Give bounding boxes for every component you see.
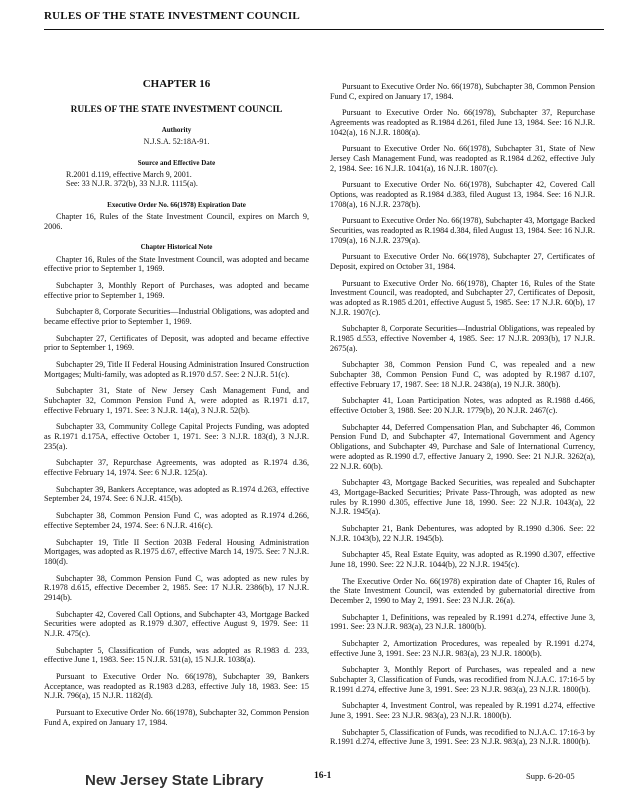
supplement-date: Supp. 6-20-05 [526, 771, 575, 781]
history-heading: Chapter Historical Note [140, 243, 213, 252]
page-number: 16-1 [314, 771, 332, 781]
history-paragraph: Pursuant to Executive Order No. 66(1978), Subchapter 27, Certificates of Deposit, expired on October 31, 1984. [330, 252, 595, 272]
history-paragraph: Subchapter 44, Deferred Compensation Plan, and Subchapter 46, Common Pension Fund D, and Subchapter 47, International Government and Agency Obligations, and Subchapter 49, Purchase and Sale of International Currency, were adopted as R.1990 d.7, effective January 2, 1990. See: 21 N.J.R. 3262(a), 22 N.J.R. 60(b). [330, 422, 595, 471]
history-paragraph: The Executive Order No. 66(1978) expiration date of Chapter 16, Rules of the State Investment Council, was extended by gubernatorial directive from December 2, 1990 to May 2, 1991. See: 23 N.J.R. 26(a). [330, 576, 595, 605]
exec-order-heading: Executive Order No. 66(1978) Expiration Date [107, 200, 246, 209]
history-paragraph: Subchapter 4, Investment Control, was repealed by R.1991 d.274, effective June 3, 1991. See: 23 N.J.R. 983(a), 23 N.J.R. 1800(b). [330, 701, 595, 720]
history-paragraph: Subchapter 3, Monthly Report of Purchases, was adopted and became effective prior to September 1, 1969. [44, 281, 309, 300]
left-column [44, 78, 309, 734]
history-paragraph: Subchapter 38, Common Pension Fund C, was adopted as new rules by R.1978 d.615, effective December 2, 1985. See: 17 N.J.R. 2386(b), 17 N.J.R. 2914(b). [44, 573, 309, 602]
history-paragraph: Subchapter 21, Bank Debentures, was adopted by R.1990 d.306. See: 22 N.J.R. 1043(b), 22 N.J.R. 1945(b). [330, 523, 595, 543]
chapter-number: CHAPTER 16 [142, 78, 211, 90]
history-paragraph: Subchapter 31, State of New Jersey Cash Management Fund, and Subchapter 32, Common Pension Fund A, were adopted as R.1971 d.17, effective February 1, 1971. See: 3 N.J.R. 14(a), 3 N.J.R. 52(b). [44, 386, 309, 415]
running-header: RULES OF THE STATE INVESTMENT COUNCIL [44, 10, 300, 22]
library-watermark: New Jersey State Library [85, 772, 264, 789]
history-paragraph: Pursuant to Executive Order No. 66(1978), Chapter 16, Rules of the State Investment Council, was readopted, and Subchapter 27, Certificates of Deposit, was adopted as R.1985 d.201, effective August 5, 1985. See: 17 N.J.R. 60(b), 17 N.J.R. 1907(c). [330, 278, 595, 317]
history-paragraph: Pursuant to Executive Order No. 66(1978), Subchapter 42, Covered Call Options, was readopted as R.1984 d.383, filed August 13, 1984. See: 16 N.J.R. 1708(a), 16 N.J.R. 2378(b). [330, 180, 595, 209]
history-paragraph: Subchapter 43, Mortgage Backed Securities, was repealed and Subchapter 43, Mortgage-Backed Securities; Private Pass-Through, was adopted as new rules by R.1990 d.305, effective June 18, 1990. See: 22 N.J.R. 1043(a), 22 N.J.R. 1945(a). [330, 478, 595, 517]
history-paragraph: Pursuant to Executive Order No. 66(1978), Subchapter 38, Common Pension Fund C, expired on January 17, 1984. [330, 82, 595, 101]
history-paragraph: Subchapter 8, Corporate Securities—Industrial Obligations, was adopted and became effective prior to September 1, 1969. [44, 307, 309, 327]
history-paragraph: Subchapter 38, Common Pension Fund C, was repealed and a new Subchapter 38, Common Pension Fund C, was adopted by R.1987 d.107, effective February 17, 1987. See: 18 N.J.R. 2438(a), 19 N.J.R. 380(b). [330, 360, 595, 389]
history-paragraph: Pursuant to Executive Order No. 66(1978), Subchapter 37, Repurchase Agreements was readopted as R.1984 d.261, filed June 13, 1984. See: 16 N.J.R. 1042(a), 16 N.J.R. 1808(a). [330, 108, 595, 137]
history-paragraph: Pursuant to Executive Order No. 66(1978), Subchapter 31, State of New Jersey Cash Management Fund, was readopted as R.1984 d.262, effective July 2, 1984. See: 16 N.J.R. 1041(a), 16 N.J.R. 1807(c). [330, 144, 595, 173]
history-paragraph: Subchapter 1, Definitions, was repealed by R.1991 d.274, effective June 3, 1991. See: 23 N.J.R. 983(a), 23 N.J.R. 1800(b). [330, 612, 595, 632]
history-paragraph: Subchapter 37, Repurchase Agreements, was adopted as R.1974 d.36, effective February 14, 1974. See: 6 N.J.R. 125(a). [44, 458, 309, 478]
history-paragraph: Subchapter 45, Real Estate Equity, was adopted as R.1990 d.307, effective June 18, 1990. See: 22 N.J.R. 1044(b), 22 N.J.R. 1945(c). [330, 550, 595, 569]
history-paragraph: Subchapter 3, Monthly Report of Purchases, was repealed and a new Subchapter 3, Classification of Funds, was recodified from N.J.A.C. 17:16-5 by R.1991 d.274, effective June 3, 1991. See: 23 N.J.R. 983(a), 23 N.J.R. 1800(b). [330, 665, 595, 694]
history-paragraph: Subchapter 41, Loan Participation Notes, was adopted as R.1988 d.466, effective October 3, 1988. See: 20 N.J.R. 1779(b), 20 N.J.R. 2467(c). [330, 396, 595, 416]
right-column [330, 82, 595, 754]
history-paragraph: Subchapter 29, Title II Federal Housing Administration Insured Construction Mortgages; Multi-family, was adopted as R.1970 d.57. See: 2 N.J.R. 51(c). [44, 360, 309, 379]
history-paragraph: Chapter 16, Rules of the State Investment Council, was adopted and became effective prior to September 1, 1969. [44, 254, 309, 274]
header-rule [44, 29, 604, 30]
history-paragraph: Pursuant to Executive Order No. 66(1978), Subchapter 39, Bankers Acceptance, was readopted as R.1983 d.283, effective July 18, 1983. See: 15 N.J.R. 796(a), 15 N.J.R. 1182(d). [44, 671, 309, 701]
history-paragraph: Subchapter 27, Certificates of Deposit, was adopted and became effective prior to September 1, 1969. [44, 333, 309, 353]
history-paragraph: Pursuant to Executive Order No. 66(1978), Subchapter 43, Mortgage Backed Securities, was readopted as R.1984 d.384, filed August 13, 1984. See: 16 N.J.R. 1709(a), 16 N.J.R. 2379(a). [330, 216, 595, 245]
history-paragraph: Subchapter 38, Common Pension Fund C, was adopted as R.1974 d.266, effective September 24, 1974. See: 6 N.J.R. 416(c). [44, 511, 309, 530]
history-paragraph: Subchapter 5, Classification of Funds, was recodified to N.J.A.C. 17:16-3 by R.1991 d.274, effective June 3, 1991. See: 23 N.J.R. 983(a), 23 N.J.R. 1800(b). [330, 727, 595, 747]
history-paragraph: Subchapter 39, Bankers Acceptance, was adopted as R.1974 d.263, effective September 24, 1974. See: 6 N.J.R. 415(b). [44, 484, 309, 504]
source-line: R.2001 d.119, effective March 9, 2001. [66, 170, 192, 179]
source-line: See: 33 N.J.R. 372(b), 33 N.J.R. 1115(a). [66, 179, 198, 189]
exec-order-text: Chapter 16, Rules of the State Investment Council, expires on March 9, 2006. [44, 212, 309, 231]
history-paragraph: Subchapter 19, Title II Section 203B Federal Housing Administration Mortgages, was adopted as R.1975 d.67, effective March 14, 1975. See: 7 N.J.R. 180(d). [44, 537, 309, 566]
history-paragraph: Subchapter 5, Classification of Funds, was adopted as R.1983 d. 233, effective June 1, 1983. See: 15 N.J.R. 531(a), 15 N.J.R. 1038(a). [44, 645, 309, 665]
chapter-title: RULES OF THE STATE INVESTMENT COUNCIL [70, 104, 283, 115]
history-paragraph: Subchapter 8, Corporate Securities—Industrial Obligations, was repealed by R.1985 d.553, effective November 4, 1985. See: 17 N.J.R. 2093(b), 17 N.J.R. 2675(a). [330, 324, 595, 353]
authority-text: N.J.S.A. 52:18A-91. [143, 137, 210, 147]
history-paragraph: Subchapter 33, Community College Capital Projects Funding, was adopted as R.1971 d.175A, effective October 1, 1971. See: 3 N.J.R. 183(d), 3 N.J.R. 235(a). [44, 422, 309, 451]
history-paragraph: Subchapter 42, Covered Call Options, and Subchapter 43, Mortgage Backed Securities were adopted as R.1979 d.307, effective August 9, 1979. See: 11 N.J.R. 475(c). [44, 609, 309, 638]
history-paragraph: Pursuant to Executive Order No. 66(1978), Subchapter 32, Common Pension Fund A, expired on January 17, 1984. [44, 707, 309, 727]
history-paragraph: Subchapter 2, Amortization Procedures, was repealed by R.1991 d.274, effective June 3, 1991. See: 23 N.J.R. 983(a), 23 N.J.R. 1800(b). [330, 638, 595, 658]
authority-heading: Authority [161, 126, 192, 135]
source-heading: Source and Effective Date [137, 158, 216, 167]
